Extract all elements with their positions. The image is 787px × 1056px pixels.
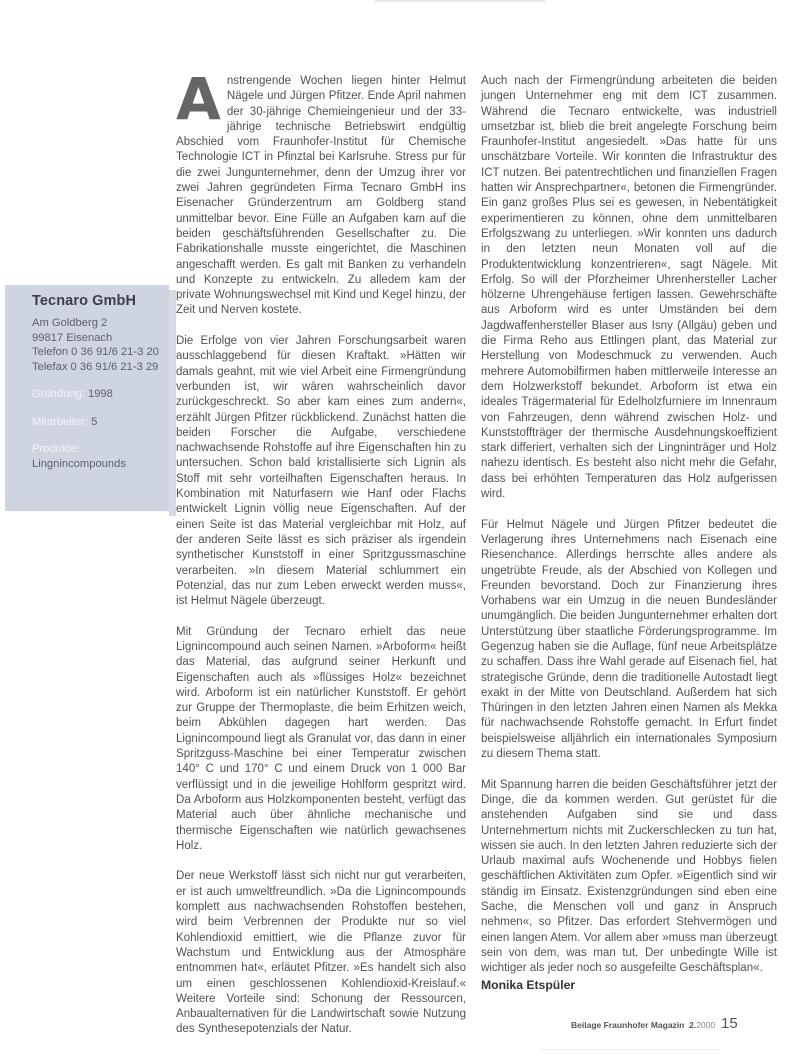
top-rule <box>375 0 545 2</box>
products-label: Produkte: <box>32 443 80 455</box>
address-city: 99817 Eisenach <box>32 331 113 344</box>
drop-cap: A <box>176 65 221 133</box>
employees-value: 5 <box>91 415 98 428</box>
page-number: 15 <box>721 1015 738 1032</box>
paragraph: Auch nach der Firmengründung arbeiteten die beiden jungen Unternehmer eng mit dem ICT zusammen. Während die Tecnaro entwickelte, was industriell umsetzbar ist, blieb die breit angelegte Forschung beim Fraunhofer-Institut angesiedelt. »Das hatte für uns unschätzbare Vorteile. Wir konnten die Infrastruktur des ICT nutzen. Bei patentrechtlichen und finanziellen Fragen hatten wir Ansprechpartner«, betonen die Firmengründer. Ein ganz großes Plus sei es gewesen, in Nebentätigkeit experimentieren zu können, ohne dem unmittelbaren Erfolgszwang zu unterliegen. »Wir konnten uns dadurch in den letzten neun Monaten voll auf die Produktentwicklung konzentrieren«, sagt Nägele. Mit Erfolg. So will der Pforzheimer Uhrenhersteller Lacher hölzerne Uhrengehäuse fertigen lassen. Gewehrschäfte aus Arboform wird es unter Umständen bei dem Jagdwaffenhersteller Blaser aus Isny (Allgäu) geben und die Firma Reho aus Ettlingen plant, das Material zur Herstellung von Modeschmuck zu verwenden. Auch mehrere Automobilfirmen haben mittlerweile Interesse an dem Holzwerkstoff bekundet. Arboform ist etwa ein ideales Trägermaterial für Edelholzfurniere im Innenraum von Fahrzeugen, denn während zwischen Holz- und Kunststoffträger der thermische Ausdehnungskoeffizient stark differiert, verhalten sich der Lingninträger und Holz nahezu identisch. Es besteht also nicht mehr die Gefahr, dass bei erhöhten Temperaturen das Holz aufgerissen wird. <box>481 75 777 501</box>
company-info-box <box>5 285 169 511</box>
paragraph: Anstrengende Wochen liegen hinter Helmut Nägele und Jürgen Pfitzer. Ende April nahmen der 30-jährige Chemieingenieur und der 33-jährige technische Betriebswirt endgültig Abschied vom Fraunhofer-Institut für Chemische Technologie ICT in Pfinztal bei Karlsruhe. Stress pur für die zwei Jungunternehmer, denn der Umzug ihrer vor zwei Jahren gegründeten Firma Tecnaro GmbH ins Eisenacher Gründerzentrum am Goldberg stand unmittelbar bevor. Eine Fülle an Aufgaben kam auf die beiden geschäftsführenden Gesellschafter zu. Die Fabrikationshalle musste eingerichtet, die Maschinen angeschafft werden. Es galt mit Banken zu verhandeln und Konzepte zu entwickeln. Zu alledem kam der private Wohnungswechsel mit Kind und Kegel hinzu, der Zeit und Nerven kostete. <box>176 65 466 317</box>
employees-row <box>32 415 169 430</box>
paragraph: Für Helmut Nägele und Jürgen Pfitzer bedeutet die Verlagerung ihres Unternehmens nach Eisenach eine Riesenchance. Allerdings herrschte alles andere als ungetrübte Freude, als der Abschied von Kollegen und Freunden bevorstand. Doch zur Finanzierung ihres Vorhabens war ein Umzug in die neuen Bundesländer unumgänglich. Die beiden Jungunternehmer erhalten dort Unterstützung über staatliche Förderungsprogramme. Im Gegenzug haben sie die Auflage, fünf neue Arbeitsplätze zu schaffen. Dass ihre Wahl gerade auf Eisenach fiel, hat strategische Gründe, denn die traditionelle Autostadt liegt exakt in der Mitte von Deutschland. Außerdem hat sich Thüringen in den letzten Jahren einen Namen als Mekka für nachwachsende Rohstoffe gemacht. In Erfurt findet beispielsweise alljährlich ein internationales Symposium zu diesem Thema statt. <box>481 518 777 761</box>
products-value: Lingnincompounds <box>32 457 126 470</box>
page-footer <box>571 1020 715 1030</box>
founding-row <box>32 387 169 402</box>
company-name: Tecnaro GmbH <box>32 293 137 309</box>
address-street: Am Goldberg 2 <box>32 317 108 329</box>
sidebox-stripe <box>169 290 176 516</box>
author-byline: Monika Etspüler <box>481 977 576 992</box>
employees-label: Mitarbeiter: <box>32 415 88 428</box>
issue-year: 2000 <box>696 1020 716 1030</box>
paragraph: Mit Gründung der Tecnaro erhielt das neue Lignincompound auch seinen Namen. »Arboform« heißt das Material, das aufgrund seiner Herkunft und Eigenschaften auch als »flüssiges Holz« bezeichnet wird. Arboform ist ein natürlicher Kunststoff. Er gehört zur Gruppe der Thermoplaste, die beim Erhitzen weich, beim Abkühlen dagegen hart werden. Das Lignincompound liegt als Granulat vor, das dann in einer Spritzguss-Maschine bei einer Temperatur zwischen 140° C und 170° C und einem Druck von 1 000 Bar verflüssigt und in die jeweilige Hohlform gespritzt wird. Da Arboform aus Holzkomponenten besteht, verfügt das Material auch über ähnliche mechanische und thermische Eigenschaften wie natürlich gewachsenes Holz. <box>176 625 466 852</box>
fax-number: Telefax 0 36 91/6 21-3 29 <box>32 360 159 373</box>
paragraph: Der neue Werkstoff lässt sich nicht nur gut verarbeiten, er ist auch umweltfreundlich. »Da die Lignincompounds komplett aus nachwachsenden Rohstoffen bestehen, wird beim Verbrennen der Produkte nur so viel Kohlendioxid emittiert, wie die Pflanze zuvor für Wachstum und Entwicklung aus der Atmosphäre entnommen hat«, erläutet Pfitzer. »Es handelt sich also um einen geschlossenen Kohlendioxid-Kreislauf.« Weitere Vorteile sind: Schonung der Ressourcen, Anbaualternativen für die Landwirtschaft sowie Nutzung des Synthesepotenzials der Natur. <box>176 870 466 1036</box>
article-column-right <box>481 74 777 993</box>
founding-label: Gründung: <box>32 388 85 400</box>
paragraph: Mit Spannung harren die beiden Geschäftsführer jetzt der Dinge, die da kommen werden. Gut gerüstet für die anstehenden Aufgaben sind sie und dass Unternehmertum nichts mit Zuckerschlecken zu tun hat, wissen sie auch. In den letzten Jahren reduzierte sich der Urlaub maximal aufs Wochenende und Hobbys fielen geschäftlichen Aktivitäten zum Opfer. »Eigentlich sind wir ständig im Einsatz. Existenzgründungen sind eben eine Sache, die Menschen voll und ganz in Anspruch nehmen«, so Pfitzer. Das erfordert Stehvermögen und einen langen Atem. Vor allem aber »muss man überzeugt sein von dem, was man tut. Der unbedingte Wille ist wichtiger als jeder noch so ausgefeilte Geschäftsplan«. <box>481 778 777 975</box>
issue-number: 2. <box>689 1020 697 1030</box>
founding-value: 1998 <box>87 388 113 400</box>
phone-number: Telefon 0 36 91/6 21-3 20 <box>32 346 159 358</box>
paragraph: Die Erfolge von vier Jahren Forschungsarbeit waren ausschlaggebend für diesen Kraftakt. »Hätten wir damals geahnt, mit wie viel Arbeit eine Firmengründung verbunden ist, wir wären wahrscheinlich davor zurückgeschreckt. So aber kam eines zum andern«, erzählt Jürgen Pfitzer rückblickend. Zunächst hatten die beiden Forscher die Aufgabe, verschiedene nachwachsende Rohstoffe auf ihre Eigenschaften hin zu untersuchen. Schon bald kristallisierte sich Lignin als Stoff mit sehr vorteilhaften Eigenschaften heraus. In Kombination mit Naturfasern wie Hanf oder Flachs entwickelt Lignin völlig neue Eigenschaften. Auf der einen Seite ist das Material vergleichbar mit Holz, auf der anderen Seite lässt es sich präziser als irgendein synthetischer Kunststoff in einer Spritzgussmaschine verarbeiten. »In diesem Material schlummert ein Potenzial, das nur zum Leben erweckt werden muss«, ist Helmut Nägele überzeugt. <box>176 335 466 608</box>
article-column-left <box>176 65 466 1053</box>
bottom-rule <box>540 1049 720 1050</box>
publication-name: Beilage Fraunhofer Magazin <box>571 1020 685 1030</box>
